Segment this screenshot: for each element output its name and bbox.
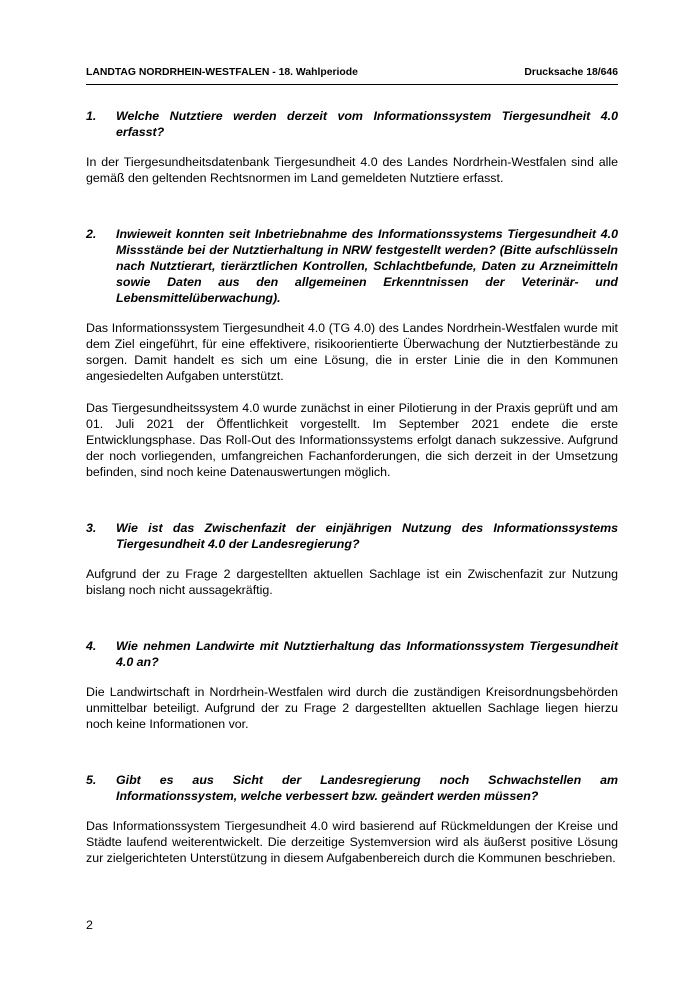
question-number: 5. xyxy=(86,773,97,787)
answer-paragraph: Das Informationssystem Tiergesundheit 4.0 wird basierend auf Rückmeldungen der Kreise und Städte laufend weiterentwickelt. Die derzeitige Systemversion wird als äußerst positive Lösung zur zielgerichteten Unterstützung in diesem Aufgabenbereich durch die Kommunen beschrieben. xyxy=(86,819,618,865)
question-4 xyxy=(86,638,618,670)
question-number: 4. xyxy=(86,639,97,653)
question-1 xyxy=(86,108,618,140)
section-4 xyxy=(86,638,618,732)
section-3 xyxy=(86,520,618,598)
section-1 xyxy=(86,108,618,186)
page-number: 2 xyxy=(86,918,93,932)
answer-paragraph: Das Tiergesundheitssystem 4.0 wurde zunächst in einer Pilotierung in der Praxis geprüft und am 01. Juli 2021 der Öffentlichkeit vorgestellt. Im September 2021 endete die erste Entwicklungsphase. Das Roll-Out des Informationssystems erfolgt danach sukzessive. Aufgrund der noch vorliegenden, umfangreichen Fachanforderungen, die sich derzeit in der Umsetzung befinden, sind noch keine Datenauswertungen möglich. xyxy=(86,401,618,479)
question-number: 2. xyxy=(86,227,97,241)
question-2 xyxy=(86,226,618,306)
answer-paragraph: In der Tiergesundheitsdatenbank Tiergesundheit 4.0 des Landes Nordrhein-Westfalen sind alle gemäß den geltenden Rechtsnormen im Land gemeldeten Nutztiere erfasst. xyxy=(86,155,618,185)
header-document-number: Drucksache 18/646 xyxy=(524,67,618,78)
question-text: Welche Nutztiere werden derzeit vom Informationssystem Tiergesundheit 4.0 erfasst? xyxy=(116,109,618,139)
question-text: Wie ist das Zwischenfazit der einjährigen Nutzung des Informationssystems Tiergesundheit 4.0 der Landesregierung? xyxy=(116,521,618,551)
question-number: 1. xyxy=(86,109,97,123)
question-text: Wie nehmen Landwirte mit Nutztierhaltung das Informationssystem Tiergesundheit 4.0 an? xyxy=(116,639,618,669)
question-text: Gibt es aus Sicht der Landesregierung noch Schwachstellen am Informationssystem, welche verbessert bzw. geändert werden müssen? xyxy=(116,773,618,803)
header-parliament: LANDTAG NORDRHEIN-WESTFALEN - 18. Wahlperiode xyxy=(86,67,358,78)
document-body xyxy=(86,108,618,866)
question-3 xyxy=(86,520,618,552)
page-header xyxy=(86,66,618,85)
answer-paragraph: Die Landwirtschaft in Nordrhein-Westfalen wird durch die zuständigen Kreisordnungsbehörden unmittelbar beteiligt. Aufgrund der zu Frage 2 dargestellten aktuellen Sachlage liegen hierzu noch keine Informationen vor. xyxy=(86,685,618,731)
question-text: Inwieweit konnten seit Inbetriebnahme des Informationssystems Tiergesundheit 4.0 Missstände bei der Nutztierhaltung in NRW festgestellt werden? (Bitte aufschlüsseln nach Nutztierart, tierärztlichen Kontrollen, Schlachtbefunde, Daten zu Arzneimitteln sowie Daten aus den allgemeinen Erkenntnissen der Veterinär- und Lebensmittelüberwachung). xyxy=(116,227,618,305)
section-5 xyxy=(86,772,618,866)
answer-paragraph: Das Informationssystem Tiergesundheit 4.0 (TG 4.0) des Landes Nordrhein-Westfalen wurde mit dem Ziel eingeführt, für eine effektivere, risikoorientierte Überwachung der Nutztierbestände zu sorgen. Damit handelt es sich um eine Lösung, die in erster Linie die in den Kommunen angesiedelten Aufgaben unterstützt. xyxy=(86,321,618,383)
question-number: 3. xyxy=(86,521,97,535)
question-5 xyxy=(86,772,618,804)
section-2 xyxy=(86,226,618,480)
answer-paragraph: Aufgrund der zu Frage 2 dargestellten aktuellen Sachlage ist ein Zwischenfazit zur Nutzung bislang noch nicht aussagekräftig. xyxy=(86,567,618,597)
